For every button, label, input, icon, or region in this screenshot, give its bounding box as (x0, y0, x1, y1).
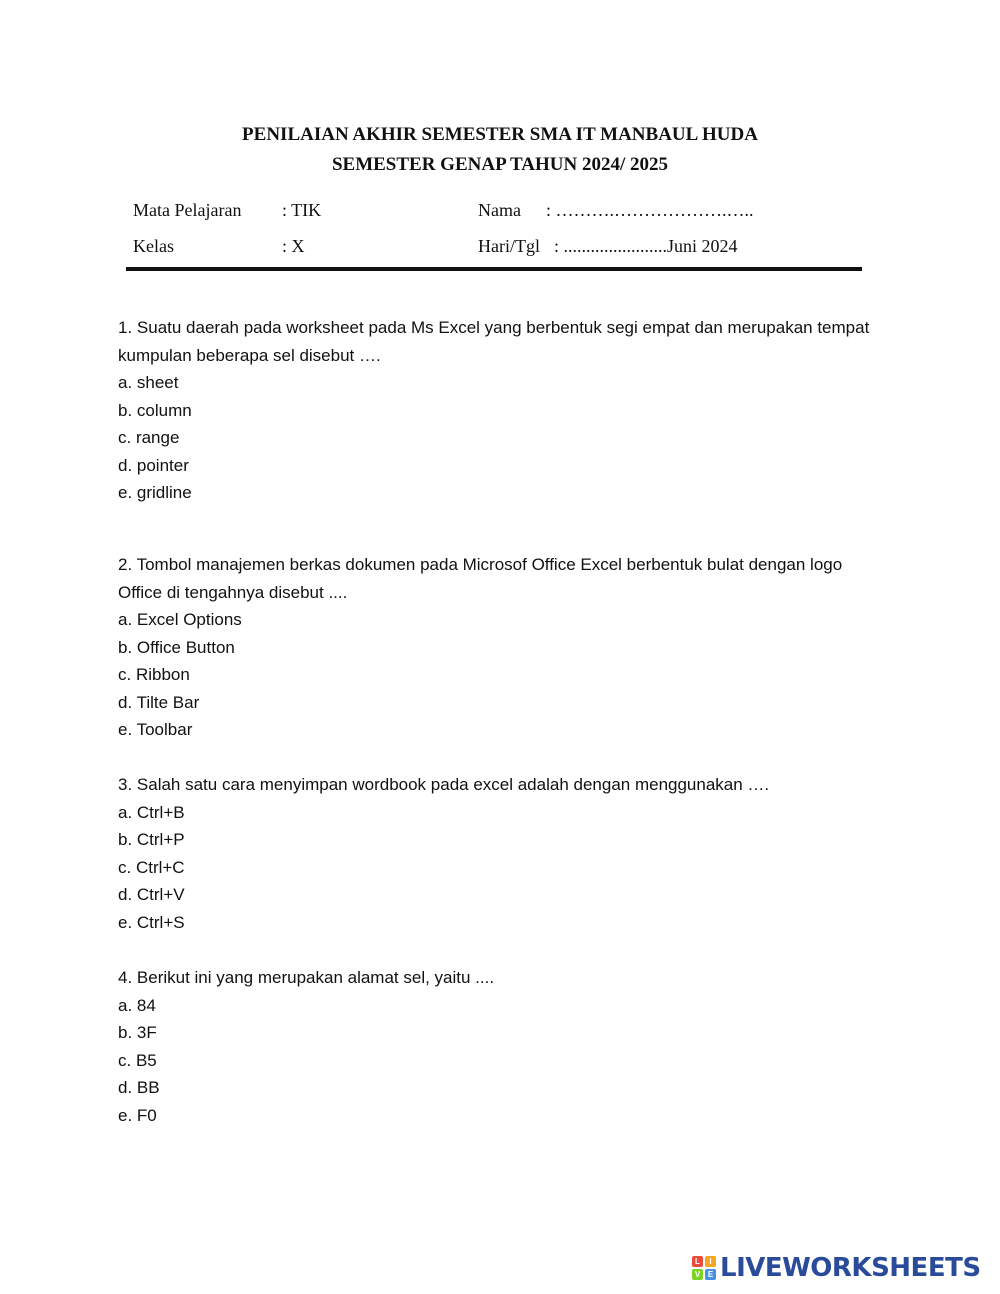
option-d[interactable]: d. pointer (118, 455, 189, 475)
subject-label: Mata Pelajaran (133, 200, 242, 220)
option-c[interactable]: c. range (118, 428, 180, 447)
class-label: Kelas (133, 236, 174, 256)
subject-value: : TIK (282, 200, 322, 220)
question-text: 1. Suatu daerah pada worksheet pada Ms Excel yang berbentuk segi empat dan merupakan tempat kumpulan beberapa sel disebut …. (118, 318, 870, 365)
class-value: : X (282, 236, 305, 256)
option-c[interactable]: c. Ribbon (118, 665, 190, 684)
liveworksheets-logo[interactable] (692, 1253, 981, 1283)
liveworksheets-icon (692, 1256, 716, 1280)
liveworksheets-wordmark: LIVEWORKSHEETS (720, 1253, 981, 1283)
question-1 (118, 314, 878, 507)
option-d[interactable]: d. Tilte Bar (118, 692, 200, 712)
option-c[interactable]: c. B5 (118, 1050, 157, 1070)
exam-subtitle: SEMESTER GENAP TAHUN 2024/ 2025 (331, 154, 669, 175)
date-label: Hari/Tgl (478, 236, 540, 256)
option-a[interactable]: a. 84 (118, 995, 156, 1015)
option-e[interactable]: e. gridline (118, 483, 192, 502)
option-e[interactable]: e. Ctrl+S (118, 912, 185, 932)
option-d[interactable]: d. BB (118, 1078, 160, 1097)
question-4 (118, 964, 878, 1129)
option-b[interactable]: b. column (118, 400, 192, 420)
question-2 (118, 551, 878, 744)
logo-tile: I (705, 1256, 716, 1267)
name-label: Nama (478, 200, 521, 220)
option-e[interactable]: e. Toolbar (118, 720, 193, 739)
option-b[interactable]: b. Ctrl+P (118, 830, 185, 849)
header-divider (126, 267, 862, 271)
logo-tile: E (705, 1269, 716, 1280)
question-text: 3. Salah satu cara menyimpan wordbook pada excel adalah dengan menggunakan …. (118, 775, 770, 794)
date-field[interactable]: : .......................Juni 2024 (554, 236, 738, 256)
option-c[interactable]: c. Ctrl+C (118, 857, 185, 877)
logo-tile: L (692, 1256, 703, 1267)
question-text: 4. Berikut ini yang merupakan alamat sel, yaitu .... (118, 968, 495, 987)
logo-tile: V (692, 1269, 703, 1280)
option-b[interactable]: b. Office Button (118, 637, 235, 657)
option-d[interactable]: d. Ctrl+V (118, 885, 185, 904)
option-b[interactable]: b. 3F (118, 1023, 157, 1042)
name-field[interactable]: : ……….……………….….. (546, 200, 754, 220)
option-a[interactable]: a. sheet (118, 373, 179, 392)
option-e[interactable]: e. F0 (118, 1105, 157, 1125)
question-text: 2. Tombol manajemen berkas dokumen pada Microsof Office Excel berbentuk bulat dengan logo Office di tengahnya disebut .... (118, 555, 843, 602)
option-a[interactable]: a. Excel Options (118, 610, 242, 629)
exam-title: PENILAIAN AKHIR SEMESTER SMA IT MANBAUL HUDA (242, 124, 758, 145)
question-3 (118, 771, 878, 936)
option-a[interactable]: a. Ctrl+B (118, 802, 185, 822)
